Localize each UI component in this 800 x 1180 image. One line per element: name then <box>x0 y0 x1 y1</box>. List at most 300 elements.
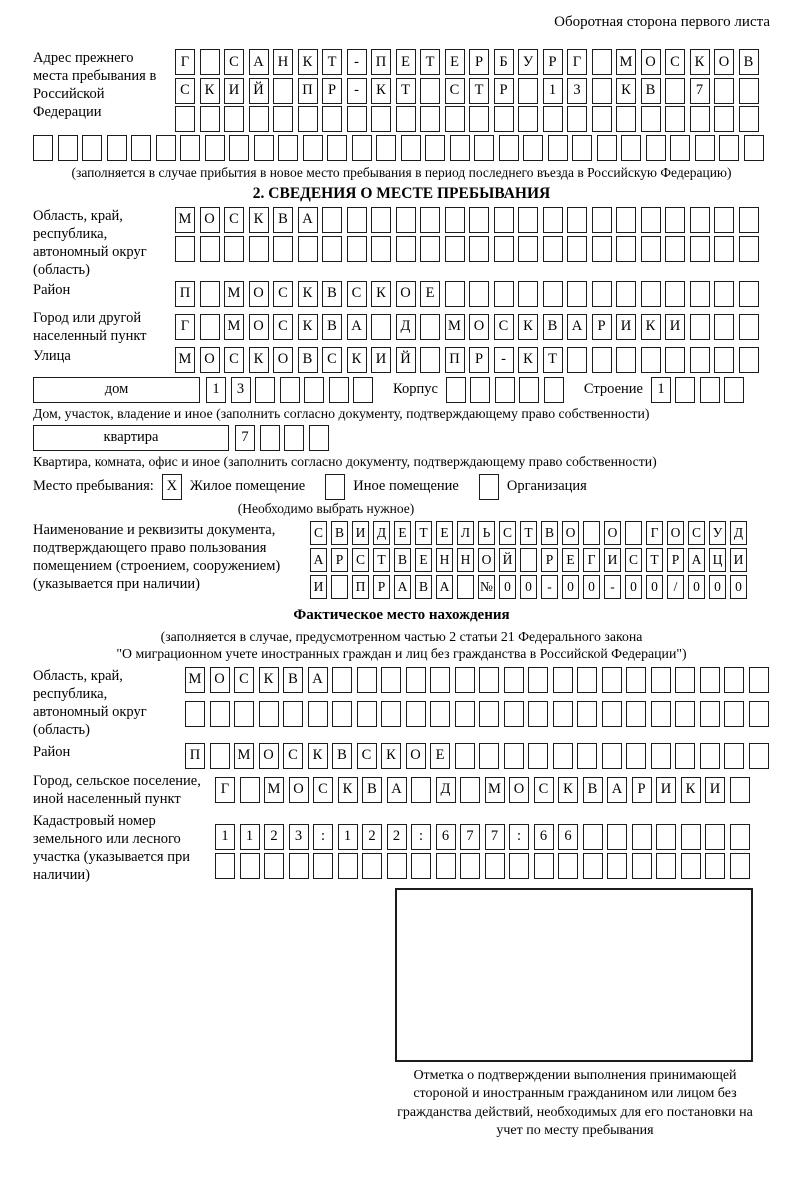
char-cell[interactable] <box>714 106 734 132</box>
char-cell[interactable] <box>283 701 303 727</box>
char-cell[interactable] <box>616 281 636 307</box>
char-cell[interactable] <box>425 135 445 161</box>
char-cell[interactable]: Р <box>469 347 489 373</box>
char-cell[interactable]: О <box>509 777 529 803</box>
char-cell[interactable]: С <box>310 521 327 545</box>
char-cell[interactable] <box>205 135 225 161</box>
char-cell[interactable]: И <box>310 575 327 599</box>
char-cell[interactable] <box>592 106 612 132</box>
char-cell[interactable] <box>309 425 329 451</box>
char-cell[interactable]: С <box>499 521 516 545</box>
char-cell[interactable]: 0 <box>562 575 579 599</box>
char-cell[interactable]: О <box>714 49 734 75</box>
char-cell[interactable] <box>156 135 176 161</box>
char-cell[interactable]: П <box>298 78 318 104</box>
char-cell[interactable]: И <box>224 78 244 104</box>
checkbox-organizatsiya[interactable] <box>479 474 499 500</box>
char-cell[interactable]: Б <box>494 49 514 75</box>
char-cell[interactable]: Е <box>396 49 416 75</box>
char-cell[interactable]: 6 <box>436 824 456 850</box>
char-cell[interactable] <box>353 377 373 403</box>
char-cell[interactable]: 7 <box>690 78 710 104</box>
char-cell[interactable] <box>714 207 734 233</box>
char-cell[interactable] <box>331 575 348 599</box>
char-cell[interactable]: К <box>347 347 367 373</box>
char-cell[interactable]: 0 <box>730 575 747 599</box>
char-cell[interactable]: Е <box>394 521 411 545</box>
char-cell[interactable]: О <box>667 521 684 545</box>
char-cell[interactable]: С <box>347 281 367 307</box>
char-cell[interactable]: К <box>518 347 538 373</box>
char-cell[interactable]: К <box>200 78 220 104</box>
char-cell[interactable] <box>675 743 695 769</box>
char-cell[interactable]: В <box>298 347 318 373</box>
char-cell[interactable] <box>572 135 592 161</box>
char-cell[interactable] <box>420 207 440 233</box>
char-cell[interactable] <box>602 701 622 727</box>
char-cell[interactable] <box>455 667 475 693</box>
char-cell[interactable] <box>420 78 440 104</box>
char-cell[interactable] <box>592 236 612 262</box>
char-cell[interactable] <box>695 135 715 161</box>
char-cell[interactable] <box>567 236 587 262</box>
char-cell[interactable] <box>249 236 269 262</box>
char-cell[interactable] <box>543 236 563 262</box>
char-cell[interactable]: В <box>543 314 563 340</box>
char-cell[interactable] <box>327 135 347 161</box>
char-cell[interactable] <box>690 314 710 340</box>
char-cell[interactable] <box>621 135 641 161</box>
char-cell[interactable]: Р <box>331 548 348 572</box>
char-cell[interactable]: В <box>322 314 342 340</box>
char-cell[interactable]: К <box>518 314 538 340</box>
char-cell[interactable]: В <box>739 49 759 75</box>
char-cell[interactable] <box>396 106 416 132</box>
char-cell[interactable] <box>548 135 568 161</box>
char-cell[interactable]: К <box>249 207 269 233</box>
char-cell[interactable]: А <box>347 314 367 340</box>
char-cell[interactable]: Й <box>396 347 416 373</box>
char-cell[interactable]: Р <box>494 78 514 104</box>
char-cell[interactable]: А <box>308 667 328 693</box>
char-cell[interactable] <box>280 377 300 403</box>
char-cell[interactable] <box>583 824 603 850</box>
char-cell[interactable]: Р <box>632 777 652 803</box>
char-cell[interactable]: Н <box>273 49 293 75</box>
char-cell[interactable] <box>381 667 401 693</box>
char-cell[interactable] <box>303 135 323 161</box>
char-cell[interactable] <box>690 347 710 373</box>
char-cell[interactable]: 1 <box>206 377 226 403</box>
char-cell[interactable] <box>445 281 465 307</box>
char-cell[interactable]: В <box>641 78 661 104</box>
char-cell[interactable] <box>332 701 352 727</box>
char-cell[interactable]: - <box>347 49 367 75</box>
char-cell[interactable] <box>543 281 563 307</box>
char-cell[interactable] <box>534 853 554 879</box>
char-cell[interactable] <box>234 701 254 727</box>
char-cell[interactable] <box>583 521 600 545</box>
char-cell[interactable] <box>714 281 734 307</box>
char-cell[interactable] <box>446 377 466 403</box>
char-cell[interactable]: Р <box>469 49 489 75</box>
char-cell[interactable]: К <box>298 281 318 307</box>
char-cell[interactable] <box>259 701 279 727</box>
char-cell[interactable]: О <box>604 521 621 545</box>
char-cell[interactable]: С <box>352 548 369 572</box>
char-cell[interactable] <box>665 347 685 373</box>
char-cell[interactable]: С <box>224 347 244 373</box>
char-cell[interactable] <box>445 207 465 233</box>
char-cell[interactable] <box>714 78 734 104</box>
char-cell[interactable] <box>632 853 652 879</box>
char-cell[interactable]: 0 <box>499 575 516 599</box>
char-cell[interactable]: В <box>273 207 293 233</box>
char-cell[interactable]: П <box>352 575 369 599</box>
char-cell[interactable] <box>215 853 235 879</box>
char-cell[interactable]: А <box>387 777 407 803</box>
char-cell[interactable]: И <box>665 314 685 340</box>
char-cell[interactable]: М <box>224 314 244 340</box>
char-cell[interactable]: Г <box>646 521 663 545</box>
char-cell[interactable] <box>376 135 396 161</box>
char-cell[interactable] <box>675 667 695 693</box>
char-cell[interactable] <box>457 575 474 599</box>
char-cell[interactable]: Й <box>499 548 516 572</box>
char-cell[interactable]: А <box>567 314 587 340</box>
char-cell[interactable] <box>665 207 685 233</box>
char-cell[interactable] <box>371 314 391 340</box>
char-cell[interactable]: Е <box>445 49 465 75</box>
char-cell[interactable] <box>387 853 407 879</box>
char-cell[interactable]: А <box>249 49 269 75</box>
char-cell[interactable] <box>224 236 244 262</box>
char-cell[interactable] <box>200 106 220 132</box>
char-cell[interactable] <box>175 106 195 132</box>
char-cell[interactable]: М <box>264 777 284 803</box>
char-cell[interactable] <box>567 281 587 307</box>
char-cell[interactable] <box>494 106 514 132</box>
char-cell[interactable]: Ц <box>709 548 726 572</box>
char-cell[interactable]: О <box>469 314 489 340</box>
char-cell[interactable] <box>494 281 514 307</box>
char-cell[interactable] <box>436 853 456 879</box>
char-cell[interactable]: 0 <box>625 575 642 599</box>
char-cell[interactable]: Т <box>396 78 416 104</box>
checkbox-inoe[interactable] <box>325 474 345 500</box>
char-cell[interactable]: Й <box>249 78 269 104</box>
char-cell[interactable]: - <box>494 347 514 373</box>
char-cell[interactable] <box>406 701 426 727</box>
char-cell[interactable] <box>313 853 333 879</box>
char-cell[interactable] <box>224 106 244 132</box>
char-cell[interactable] <box>82 135 102 161</box>
char-cell[interactable]: О <box>406 743 426 769</box>
char-cell[interactable] <box>714 347 734 373</box>
char-cell[interactable] <box>254 135 274 161</box>
char-cell[interactable]: К <box>558 777 578 803</box>
char-cell[interactable]: : <box>509 824 529 850</box>
char-cell[interactable] <box>577 701 597 727</box>
char-cell[interactable] <box>352 135 372 161</box>
char-cell[interactable]: Н <box>436 548 453 572</box>
char-cell[interactable] <box>200 49 220 75</box>
char-cell[interactable]: К <box>381 743 401 769</box>
char-cell[interactable]: Р <box>322 78 342 104</box>
char-cell[interactable] <box>553 701 573 727</box>
char-cell[interactable]: П <box>371 49 391 75</box>
char-cell[interactable]: 7 <box>460 824 480 850</box>
char-cell[interactable]: У <box>518 49 538 75</box>
char-cell[interactable] <box>528 701 548 727</box>
char-cell[interactable] <box>719 135 739 161</box>
char-cell[interactable]: 2 <box>264 824 284 850</box>
char-cell[interactable] <box>445 236 465 262</box>
char-cell[interactable] <box>273 78 293 104</box>
char-cell[interactable] <box>519 377 539 403</box>
char-cell[interactable] <box>371 106 391 132</box>
char-cell[interactable] <box>724 701 744 727</box>
char-cell[interactable]: Г <box>583 548 600 572</box>
char-cell[interactable]: : <box>313 824 333 850</box>
char-cell[interactable]: Ь <box>478 521 495 545</box>
char-cell[interactable] <box>651 667 671 693</box>
char-cell[interactable] <box>714 236 734 262</box>
char-cell[interactable]: П <box>185 743 205 769</box>
char-cell[interactable] <box>381 701 401 727</box>
char-cell[interactable] <box>450 135 470 161</box>
char-cell[interactable] <box>249 106 269 132</box>
char-cell[interactable]: И <box>352 521 369 545</box>
char-cell[interactable] <box>616 207 636 233</box>
char-cell[interactable] <box>749 743 769 769</box>
char-cell[interactable] <box>656 824 676 850</box>
char-cell[interactable]: К <box>338 777 358 803</box>
char-cell[interactable]: К <box>616 78 636 104</box>
char-cell[interactable] <box>543 207 563 233</box>
char-cell[interactable] <box>455 743 475 769</box>
char-cell[interactable] <box>583 853 603 879</box>
char-cell[interactable] <box>528 667 548 693</box>
char-cell[interactable] <box>714 314 734 340</box>
char-cell[interactable] <box>518 281 538 307</box>
char-cell[interactable]: Т <box>322 49 342 75</box>
char-cell[interactable]: В <box>394 548 411 572</box>
char-cell[interactable]: 0 <box>709 575 726 599</box>
char-cell[interactable] <box>371 236 391 262</box>
char-cell[interactable] <box>641 207 661 233</box>
char-cell[interactable] <box>347 207 367 233</box>
char-cell[interactable]: О <box>249 314 269 340</box>
char-cell[interactable]: Р <box>667 548 684 572</box>
char-cell[interactable] <box>528 743 548 769</box>
char-cell[interactable]: С <box>234 667 254 693</box>
char-cell[interactable]: Т <box>415 521 432 545</box>
char-cell[interactable] <box>322 207 342 233</box>
char-cell[interactable] <box>592 281 612 307</box>
char-cell[interactable] <box>322 106 342 132</box>
char-cell[interactable] <box>626 701 646 727</box>
char-cell[interactable] <box>495 377 515 403</box>
char-cell[interactable] <box>260 425 280 451</box>
char-cell[interactable] <box>298 236 318 262</box>
char-cell[interactable] <box>229 135 249 161</box>
char-cell[interactable] <box>338 853 358 879</box>
char-cell[interactable] <box>470 377 490 403</box>
char-cell[interactable]: 1 <box>543 78 563 104</box>
char-cell[interactable]: С <box>224 207 244 233</box>
char-cell[interactable] <box>289 853 309 879</box>
char-cell[interactable] <box>479 743 499 769</box>
char-cell[interactable] <box>739 106 759 132</box>
char-cell[interactable] <box>469 207 489 233</box>
char-cell[interactable] <box>347 106 367 132</box>
char-cell[interactable] <box>210 743 230 769</box>
char-cell[interactable] <box>420 236 440 262</box>
char-cell[interactable] <box>455 701 475 727</box>
char-cell[interactable]: К <box>371 281 391 307</box>
char-cell[interactable] <box>504 667 524 693</box>
char-cell[interactable]: С <box>313 777 333 803</box>
char-cell[interactable]: 7 <box>485 824 505 850</box>
char-cell[interactable]: К <box>308 743 328 769</box>
char-cell[interactable] <box>616 236 636 262</box>
char-cell[interactable]: С <box>665 49 685 75</box>
char-cell[interactable]: О <box>259 743 279 769</box>
char-cell[interactable] <box>592 207 612 233</box>
char-cell[interactable]: В <box>332 743 352 769</box>
char-cell[interactable]: 2 <box>362 824 382 850</box>
char-cell[interactable] <box>567 106 587 132</box>
char-cell[interactable] <box>626 743 646 769</box>
char-cell[interactable]: Е <box>430 743 450 769</box>
char-cell[interactable]: Д <box>396 314 416 340</box>
char-cell[interactable]: А <box>298 207 318 233</box>
char-cell[interactable]: А <box>607 777 627 803</box>
char-cell[interactable] <box>357 701 377 727</box>
char-cell[interactable]: 1 <box>651 377 671 403</box>
char-cell[interactable]: Т <box>646 548 663 572</box>
char-cell[interactable] <box>430 667 450 693</box>
char-cell[interactable] <box>200 281 220 307</box>
char-cell[interactable]: О <box>289 777 309 803</box>
char-cell[interactable]: М <box>616 49 636 75</box>
char-cell[interactable] <box>607 853 627 879</box>
char-cell[interactable] <box>371 207 391 233</box>
char-cell[interactable]: И <box>705 777 725 803</box>
char-cell[interactable] <box>607 824 627 850</box>
char-cell[interactable]: Л <box>457 521 474 545</box>
char-cell[interactable] <box>504 743 524 769</box>
char-cell[interactable]: С <box>357 743 377 769</box>
char-cell[interactable] <box>641 347 661 373</box>
char-cell[interactable] <box>479 701 499 727</box>
char-cell[interactable]: Р <box>541 548 558 572</box>
char-cell[interactable] <box>504 701 524 727</box>
char-cell[interactable] <box>739 78 759 104</box>
char-cell[interactable] <box>730 777 750 803</box>
char-cell[interactable] <box>700 667 720 693</box>
char-cell[interactable] <box>332 667 352 693</box>
char-cell[interactable]: В <box>283 667 303 693</box>
char-cell[interactable]: Е <box>436 521 453 545</box>
char-cell[interactable]: С <box>625 548 642 572</box>
char-cell[interactable] <box>107 135 127 161</box>
char-cell[interactable]: К <box>298 314 318 340</box>
char-cell[interactable]: К <box>690 49 710 75</box>
char-cell[interactable] <box>641 281 661 307</box>
char-cell[interactable]: М <box>234 743 254 769</box>
char-cell[interactable] <box>240 853 260 879</box>
char-cell[interactable] <box>469 281 489 307</box>
char-cell[interactable]: В <box>331 521 348 545</box>
char-cell[interactable] <box>298 106 318 132</box>
char-cell[interactable] <box>641 106 661 132</box>
char-cell[interactable]: С <box>322 347 342 373</box>
char-cell[interactable] <box>543 106 563 132</box>
char-cell[interactable]: 2 <box>387 824 407 850</box>
char-cell[interactable]: Г <box>175 314 195 340</box>
char-cell[interactable] <box>739 207 759 233</box>
char-cell[interactable] <box>396 236 416 262</box>
char-cell[interactable] <box>479 667 499 693</box>
char-cell[interactable]: П <box>445 347 465 373</box>
char-cell[interactable] <box>665 106 685 132</box>
char-cell[interactable]: Т <box>520 521 537 545</box>
char-cell[interactable] <box>518 106 538 132</box>
char-cell[interactable] <box>255 377 275 403</box>
char-cell[interactable]: К <box>298 49 318 75</box>
char-cell[interactable] <box>690 106 710 132</box>
char-cell[interactable]: С <box>273 314 293 340</box>
char-cell[interactable] <box>730 824 750 850</box>
char-cell[interactable] <box>592 347 612 373</box>
char-cell[interactable]: С <box>445 78 465 104</box>
char-cell[interactable] <box>675 377 695 403</box>
char-cell[interactable]: М <box>485 777 505 803</box>
char-cell[interactable] <box>592 78 612 104</box>
char-cell[interactable] <box>518 236 538 262</box>
char-cell[interactable] <box>460 777 480 803</box>
char-cell[interactable] <box>200 314 220 340</box>
char-cell[interactable]: В <box>322 281 342 307</box>
char-cell[interactable]: О <box>273 347 293 373</box>
char-cell[interactable] <box>520 548 537 572</box>
char-cell[interactable] <box>175 236 195 262</box>
char-cell[interactable]: В <box>415 575 432 599</box>
char-cell[interactable] <box>474 135 494 161</box>
char-cell[interactable] <box>509 853 529 879</box>
char-cell[interactable]: И <box>616 314 636 340</box>
char-cell[interactable] <box>700 377 720 403</box>
char-cell[interactable]: - <box>604 575 621 599</box>
char-cell[interactable] <box>670 135 690 161</box>
char-cell[interactable]: - <box>347 78 367 104</box>
char-cell[interactable] <box>626 667 646 693</box>
char-cell[interactable] <box>739 281 759 307</box>
char-cell[interactable] <box>724 743 744 769</box>
char-cell[interactable]: 3 <box>567 78 587 104</box>
char-cell[interactable]: К <box>371 78 391 104</box>
char-cell[interactable] <box>665 281 685 307</box>
char-cell[interactable] <box>646 135 666 161</box>
char-cell[interactable]: 1 <box>240 824 260 850</box>
char-cell[interactable] <box>681 853 701 879</box>
char-cell[interactable]: : <box>411 824 431 850</box>
char-cell[interactable]: К <box>249 347 269 373</box>
char-cell[interactable] <box>396 207 416 233</box>
char-cell[interactable] <box>273 106 293 132</box>
